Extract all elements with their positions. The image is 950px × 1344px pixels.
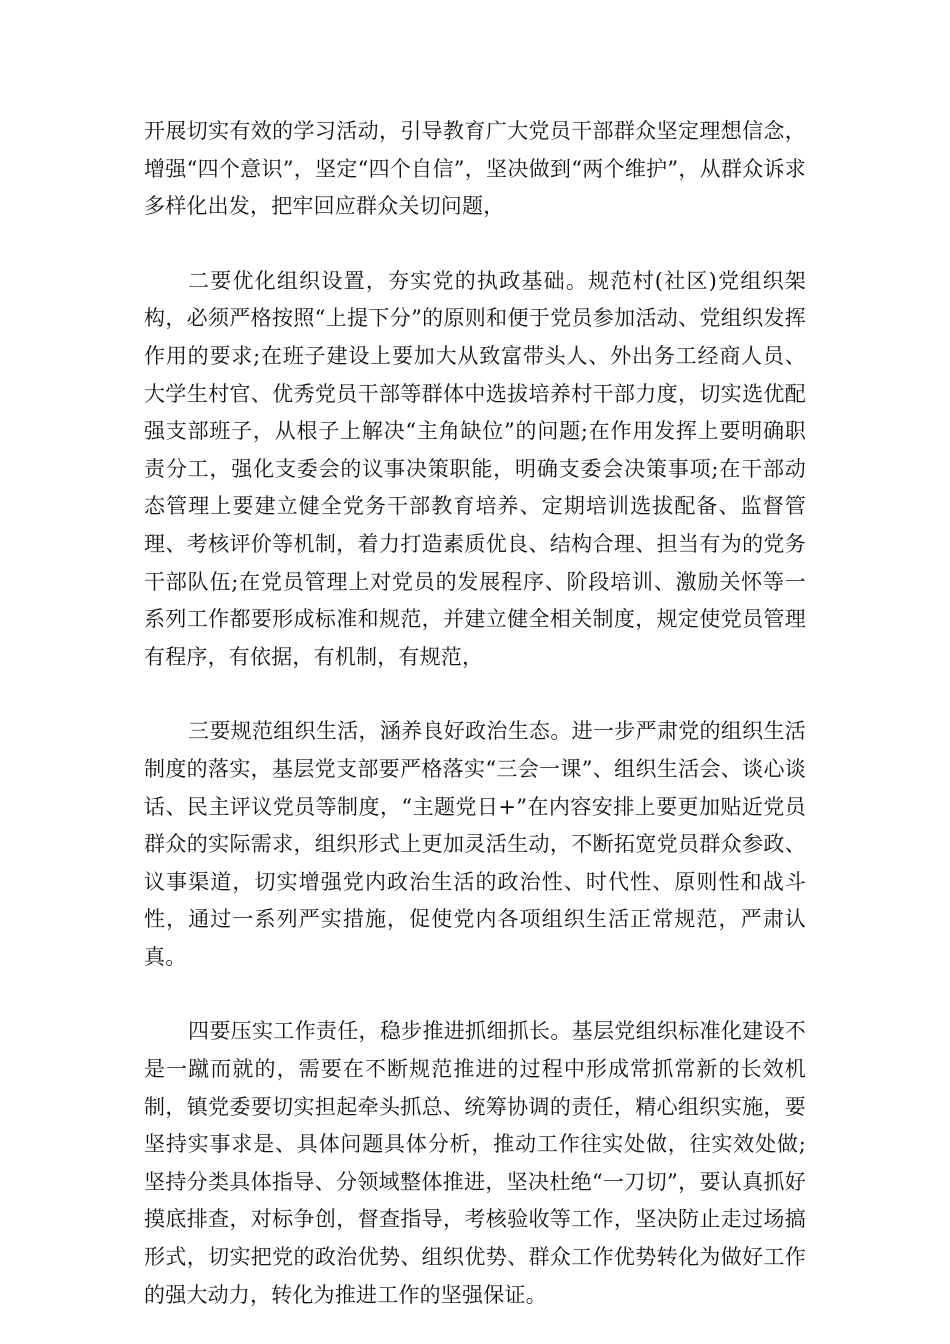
paragraph-4-work-responsibility: 四要压实工作责任，稳步推进抓细抓长。基层党组织标准化建设不是一蹴而就的，需要在不断规范推进的过程中形成常抓常新的长效机制，镇党委要切实担起牵头抓总、统筹协调的责任，精心组织实施，要坚持实事求是、具体问题具体分析，推动工作往实处做，往实效处做;坚持分类具体指导、分领域整体推进，坚决杜绝“一刀切”，要认真抓好摸底排查，对标争创，督查指导，考核验收等工作，坚决防止走过场搞形式，切实把党的政治优势、组织优势、群众工作优势转化为做好工作的强大动力，转化为推进工作的坚强保证。: [144, 1019, 806, 1307]
paragraph-1-continuation: 开展切实有效的学习活动，引导教育广大党员干部群众坚定理想信念，增强“四个意识”，坚定“四个自信”，坚决做到“两个维护”，从群众诉求多样化出发，把牢回应群众关切问题，: [144, 119, 806, 219]
document-body: [144, 113, 806, 1314]
paragraph-3-organization-life: 三要规范组织生活，涵养良好政治生态。进一步严肃党的组织生活制度的落实，基层党支部要严格落实“三会一课”、组织生活会、谈心谈话、民主评议党员等制度，“主题党日+”在内容安排上要更加贴近党员群众的实际需求，组织形式上更加灵活生动，不断拓宽党员群众参政、议事渠道，切实增强党内政治生活的政治性、时代性、原则性和战斗性，通过一系列严实措施，促使党内各项组织生活正常规范，严肃认真。: [144, 719, 806, 969]
paragraph-2-organization-setup: 二要优化组织设置，夯实党的执政基础。规范村(社区)党组织架构，必须严格按照“上提下分”的原则和便于党员参加活动、党组织发挥作用的要求;在班子建设上要加大从致富带头人、外出务工经商人员、大学生村官、优秀党员干部等群体中选拔培养村干部力度，切实选优配强支部班子，从根子上解决“主角缺位”的问题;在作用发挥上要明确职责分工，强化支委会的议事决策职能，明确支委会决策事项;在干部动态管理上要建立健全党务干部教育培养、定期培训选拔配备、监督管理、考核评价等机制，着力打造素质优良、结构合理、担当有为的党务干部队伍;在党员管理上对党员的发展程序、阶段培训、激励关怀等一系列工作都要形成标准和规范，并建立健全相关制度，规定使党员管理有程序，有依据，有机制，有规范，: [144, 268, 806, 669]
